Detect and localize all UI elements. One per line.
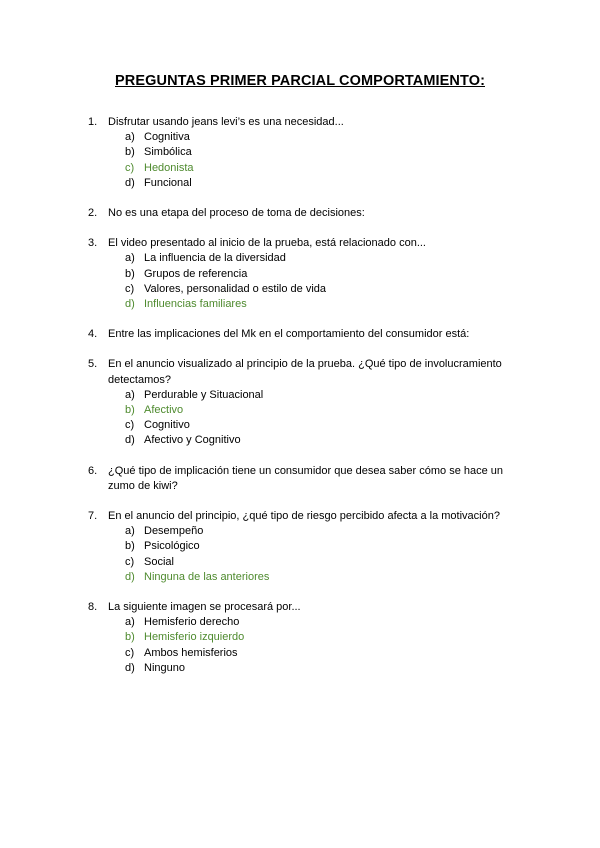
option-letter: c) bbox=[125, 555, 135, 568]
question-item bbox=[88, 600, 528, 676]
answer-option bbox=[88, 539, 528, 554]
option-text: Valores, personalidad o estilo de vida bbox=[144, 282, 327, 295]
question-number: 8. bbox=[88, 601, 98, 614]
answer-option bbox=[88, 433, 528, 448]
option-letter: a) bbox=[125, 252, 135, 265]
question-text: No es una etapa del proceso de toma de decisiones: bbox=[108, 207, 365, 220]
option-letter: c) bbox=[125, 419, 135, 432]
answer-options bbox=[88, 615, 528, 676]
question-line bbox=[88, 600, 528, 615]
option-text: Funcional bbox=[144, 176, 192, 189]
question-text: En el anuncio del principio, ¿qué tipo de riesgo percibido afecta a la motivación? bbox=[108, 510, 500, 523]
question-number: 2. bbox=[88, 207, 98, 220]
question-text: El video presentado al inicio de la prueba, está relacionado con... bbox=[108, 237, 426, 250]
answer-option bbox=[88, 524, 528, 539]
question-number: 4. bbox=[88, 328, 98, 341]
option-letter: b) bbox=[125, 631, 135, 644]
question-text: ¿Qué tipo de implicación tiene un consumidor que desea saber cómo se hace un zumo de kiwi? bbox=[108, 464, 504, 492]
question-text: En el anuncio visualizado al principio de la prueba. ¿Qué tipo de involucramiento detectamos? bbox=[108, 358, 502, 386]
question-number: 5. bbox=[88, 358, 98, 371]
answer-option-correct bbox=[88, 570, 528, 585]
option-text: Hemisferio derecho bbox=[144, 616, 240, 629]
answer-options bbox=[88, 524, 528, 585]
option-text: Influencias familiares bbox=[144, 298, 247, 311]
question-text: La siguiente imagen se procesará por... bbox=[108, 601, 301, 614]
answer-option-correct bbox=[88, 630, 528, 645]
answer-option bbox=[88, 661, 528, 676]
answer-option bbox=[88, 145, 528, 160]
question-number: 3. bbox=[88, 237, 98, 250]
option-text: Hedonista bbox=[144, 161, 194, 174]
question-item bbox=[88, 357, 528, 448]
answer-option bbox=[88, 418, 528, 433]
option-letter: a) bbox=[125, 525, 135, 538]
option-text: La influencia de la diversidad bbox=[144, 252, 286, 265]
question-item bbox=[88, 327, 528, 342]
option-text: Ninguna de las anteriores bbox=[144, 570, 270, 583]
option-text: Cognitivo bbox=[144, 419, 190, 432]
answer-option bbox=[88, 130, 528, 145]
option-letter: d) bbox=[125, 298, 135, 311]
option-text: Desempeño bbox=[144, 525, 204, 538]
answer-options bbox=[88, 388, 528, 449]
answer-option bbox=[88, 615, 528, 630]
question-line bbox=[88, 206, 528, 221]
question-list bbox=[88, 115, 528, 691]
question-line bbox=[88, 327, 528, 342]
option-text: Psicológico bbox=[144, 540, 200, 553]
option-letter: a) bbox=[125, 616, 135, 629]
question-number: 7. bbox=[88, 510, 98, 523]
answer-option bbox=[88, 646, 528, 661]
option-text: Ambos hemisferios bbox=[144, 646, 238, 659]
option-letter: b) bbox=[125, 540, 135, 553]
option-text: Afectivo y Cognitivo bbox=[144, 434, 241, 447]
question-number: 6. bbox=[88, 464, 98, 477]
option-letter: b) bbox=[125, 404, 135, 417]
answer-option bbox=[88, 267, 528, 282]
answer-option bbox=[88, 388, 528, 403]
question-line bbox=[88, 357, 528, 387]
option-letter: c) bbox=[125, 161, 135, 174]
option-text: Afectivo bbox=[144, 404, 184, 417]
question-number: 1. bbox=[88, 116, 98, 128]
answer-option bbox=[88, 282, 528, 297]
question-item bbox=[88, 464, 528, 494]
page-title: PREGUNTAS PRIMER PARCIAL COMPORTAMIENTO: bbox=[115, 73, 485, 89]
option-letter: b) bbox=[125, 146, 135, 159]
option-letter: d) bbox=[125, 570, 135, 583]
answer-option-correct bbox=[88, 161, 528, 176]
question-line bbox=[88, 464, 528, 494]
question-item bbox=[88, 509, 528, 585]
option-text: Social bbox=[144, 555, 174, 568]
answer-options bbox=[88, 251, 528, 312]
answer-option bbox=[88, 176, 528, 191]
option-letter: d) bbox=[125, 661, 135, 674]
option-letter: a) bbox=[125, 131, 135, 144]
answer-options bbox=[88, 130, 528, 191]
question-text: Entre las implicaciones del Mk en el comportamiento del consumidor está: bbox=[108, 328, 470, 341]
option-text: Perdurable y Situacional bbox=[144, 388, 264, 401]
question-line bbox=[88, 509, 528, 524]
option-text: Cognitiva bbox=[144, 131, 190, 144]
option-text: Hemisferio izquierdo bbox=[144, 631, 245, 644]
question-item bbox=[88, 206, 528, 221]
option-letter: a) bbox=[125, 388, 135, 401]
option-text: Ninguno bbox=[144, 661, 185, 674]
option-letter: c) bbox=[125, 282, 135, 295]
option-letter: d) bbox=[125, 434, 135, 447]
question-line bbox=[88, 115, 528, 130]
option-text: Simbólica bbox=[144, 146, 192, 159]
option-letter: c) bbox=[125, 646, 135, 659]
answer-option bbox=[88, 251, 528, 266]
answer-option bbox=[88, 555, 528, 570]
question-line bbox=[88, 236, 528, 251]
answer-option-correct bbox=[88, 297, 528, 312]
question-item bbox=[88, 236, 528, 312]
option-letter: d) bbox=[125, 176, 135, 189]
option-text: Grupos de referencia bbox=[144, 267, 248, 280]
question-item bbox=[88, 115, 528, 191]
option-letter: b) bbox=[125, 267, 135, 280]
question-text: Disfrutar usando jeans levi’s es una necesidad... bbox=[108, 116, 344, 128]
answer-option-correct bbox=[88, 403, 528, 418]
